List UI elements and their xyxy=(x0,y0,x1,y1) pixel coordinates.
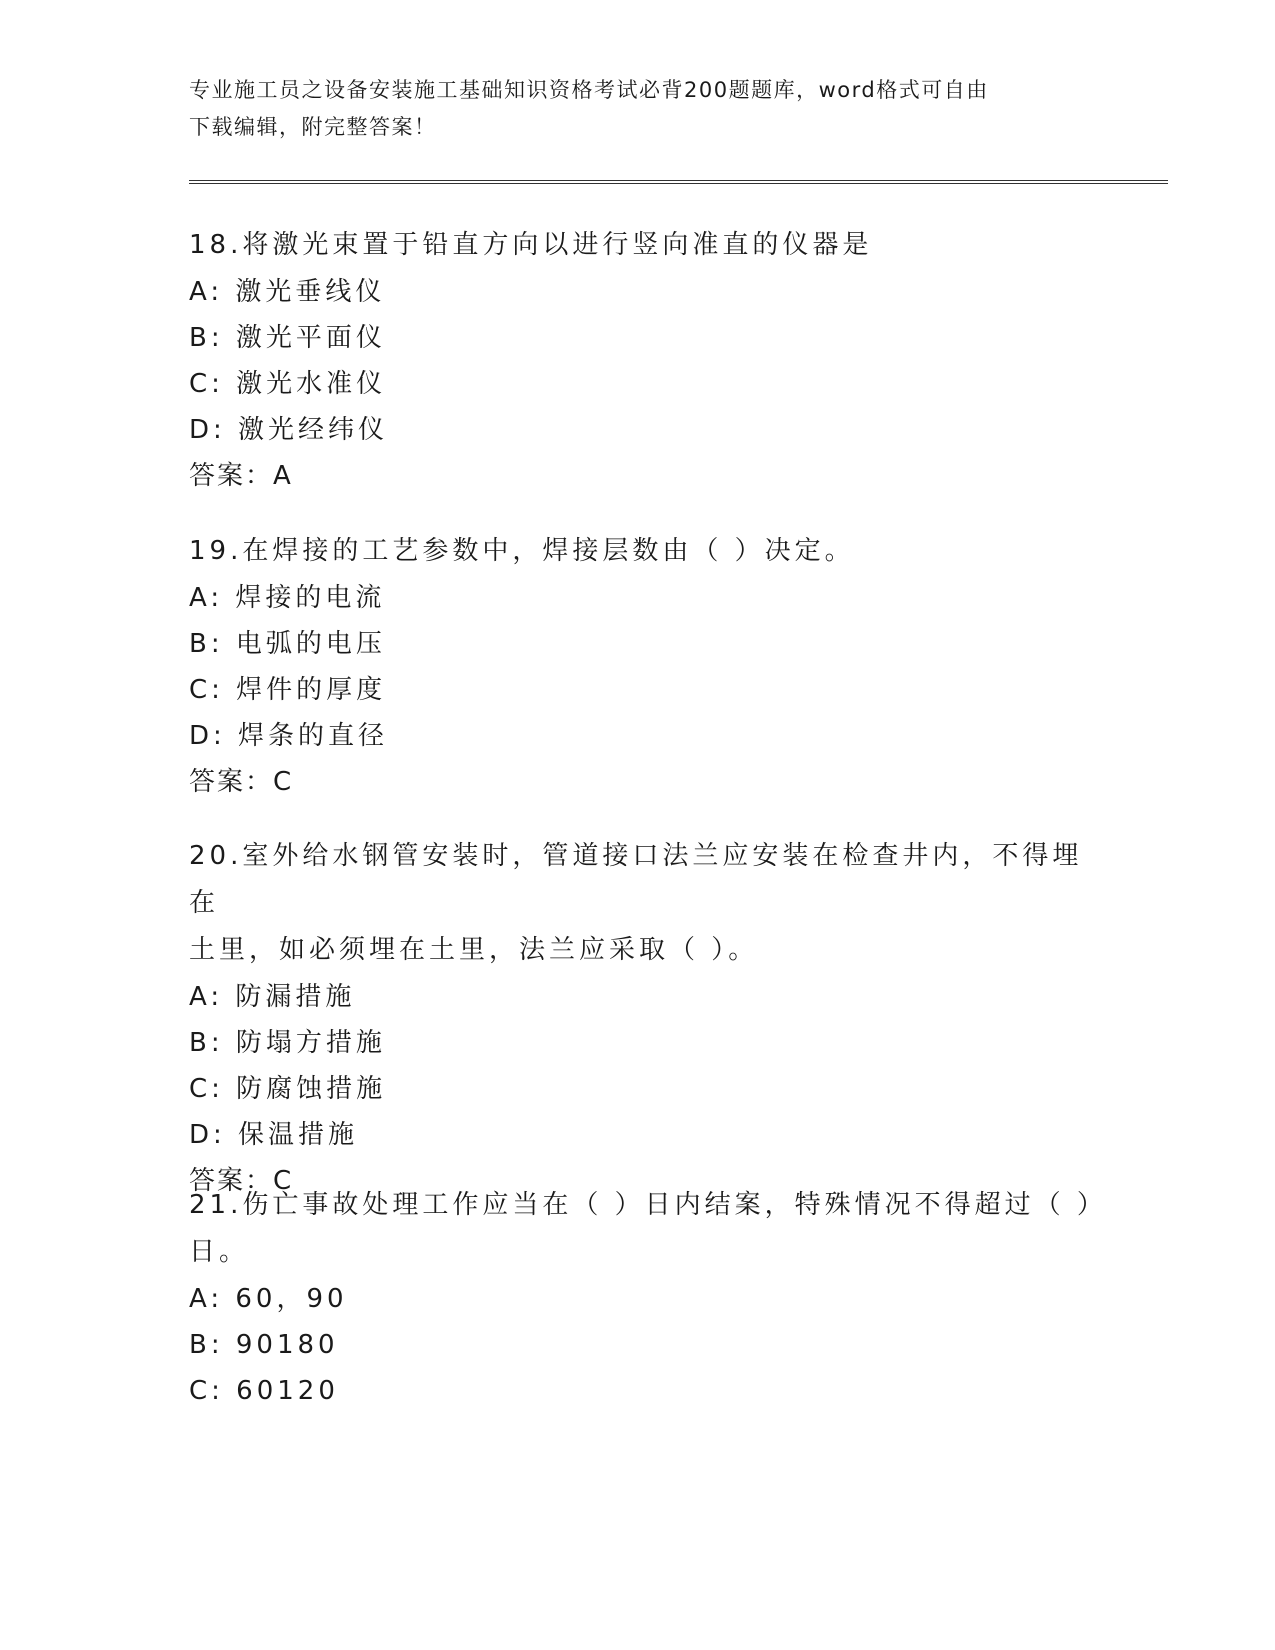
answer-label: 答案： xyxy=(189,461,274,491)
document-header xyxy=(189,72,1089,146)
option-d: D: 焊条的直径 xyxy=(189,721,389,751)
option-a: A: 防漏措施 xyxy=(189,982,356,1012)
option-a: A: 60，90 xyxy=(189,1284,348,1314)
option-b: B: 90180 xyxy=(189,1330,339,1360)
option-a: A: 焊接的电流 xyxy=(189,583,386,613)
option-c: C: 防腐蚀措施 xyxy=(189,1074,387,1104)
answer-value: A xyxy=(273,461,293,491)
header-divider xyxy=(189,180,1168,184)
question-21 xyxy=(189,1182,1109,1414)
question-20 xyxy=(189,833,1109,1204)
question-stem-line-1: 21.伤亡事故处理工作应当在（ ）日内结案，特殊情况不得超过（ ） xyxy=(189,1190,1107,1220)
question-stem: 19.在焊接的工艺参数中，焊接层数由（ ）决定。 xyxy=(189,536,855,566)
option-b: B: 防塌方措施 xyxy=(189,1028,386,1058)
header-line-2: 下载编辑，附完整答案！ xyxy=(189,115,437,139)
question-19 xyxy=(189,528,1109,805)
answer-label: 答案： xyxy=(189,767,274,797)
question-stem-line-2: 日。 xyxy=(189,1237,250,1267)
option-c: C: 60120 xyxy=(189,1376,339,1406)
answer-value: C xyxy=(273,1166,294,1196)
header-line-1: 专业施工员之设备安装施工基础知识资格考试必背200题题库，word格式可自由 xyxy=(189,78,989,102)
answer-label: 答案： xyxy=(189,1166,274,1196)
option-b: B: 激光平面仪 xyxy=(189,323,386,353)
answer-value: C xyxy=(273,767,294,797)
option-d: D: 保温措施 xyxy=(189,1120,359,1150)
question-stem: 18.将激光束置于铅直方向以进行竖向准直的仪器是 xyxy=(189,230,873,260)
option-c: C: 焊件的厚度 xyxy=(189,675,387,705)
option-d: D: 激光经纬仪 xyxy=(189,415,389,445)
answer-line xyxy=(189,759,1109,805)
question-18 xyxy=(189,222,1109,499)
question-stem-line-2: 土里，如必须埋在土里，法兰应采取（ ）。 xyxy=(189,935,759,965)
option-a: A: 激光垂线仪 xyxy=(189,277,386,307)
option-b: B: 电弧的电压 xyxy=(189,629,386,659)
option-c: C: 激光水准仪 xyxy=(189,369,387,399)
answer-line xyxy=(189,453,1109,499)
question-stem-line-1: 20.室外给水钢管安装时，管道接口法兰应安装在检查井内，不得埋在 xyxy=(189,841,1083,918)
